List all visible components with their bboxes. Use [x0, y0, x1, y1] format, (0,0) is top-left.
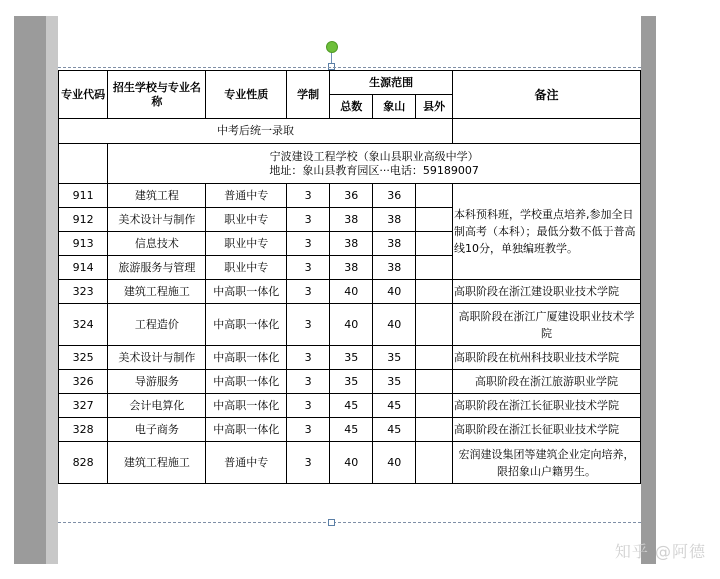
cell-nature: 中高职一体化	[206, 304, 287, 346]
cell-years: 3	[287, 370, 330, 394]
cell-code: 912	[59, 208, 108, 232]
cell-total: 36	[330, 184, 373, 208]
cell-major: 工程造价	[108, 304, 206, 346]
cell-xiangshan: 38	[373, 256, 416, 280]
cell-years: 3	[287, 184, 330, 208]
cell-code: 326	[59, 370, 108, 394]
cell-major: 信息技术	[108, 232, 206, 256]
table-row	[59, 280, 641, 304]
cell-major: 建筑工程施工	[108, 280, 206, 304]
cell-code: 324	[59, 304, 108, 346]
cell-outside	[416, 184, 453, 208]
cell-code: 327	[59, 394, 108, 418]
cell-total: 38	[330, 256, 373, 280]
cell-total: 35	[330, 370, 373, 394]
cell-years: 3	[287, 418, 330, 442]
cell-code: 913	[59, 232, 108, 256]
rotation-handle-icon[interactable]	[326, 41, 338, 53]
header-nature: 专业性质	[206, 71, 287, 119]
cell-xiangshan: 45	[373, 394, 416, 418]
merged-remark: 本科预科班，学校重点培养,参加全日制高考（本科）；最低分数不低于普高线10分，单独编班教学。	[453, 184, 641, 280]
cell-nature: 中高职一体化	[206, 394, 287, 418]
cell-major: 美术设计与制作	[108, 208, 206, 232]
header-years: 学制	[287, 71, 330, 119]
cell-major: 导游服务	[108, 370, 206, 394]
cell-xiangshan: 38	[373, 232, 416, 256]
cell-nature: 职业中专	[206, 208, 287, 232]
cell-nature: 普通中专	[206, 184, 287, 208]
header-remarks: 备注	[453, 71, 641, 119]
cell-nature: 普通中专	[206, 442, 287, 484]
cell-xiangshan: 38	[373, 208, 416, 232]
cell-outside	[416, 304, 453, 346]
header-total: 总数	[330, 95, 373, 119]
cell-remark: 高职阶段在浙江长征职业技术学院	[453, 418, 641, 442]
cell-xiangshan: 40	[373, 442, 416, 484]
page-margin-left	[46, 16, 58, 564]
table-row	[59, 370, 641, 394]
cell-nature: 中高职一体化	[206, 418, 287, 442]
cell-years: 3	[287, 256, 330, 280]
cell-major: 建筑工程	[108, 184, 206, 208]
document-page[interactable]	[58, 16, 641, 564]
cell-outside	[416, 346, 453, 370]
cell-remark: 高职阶段在浙江广厦建设职业技术学院	[453, 304, 641, 346]
header-outside: 县外	[416, 95, 453, 119]
cell-major: 旅游服务与管理	[108, 256, 206, 280]
cell-major: 电子商务	[108, 418, 206, 442]
cell-years: 3	[287, 442, 330, 484]
watermark: 知乎 @阿德	[614, 542, 706, 561]
table-row	[59, 418, 641, 442]
vertical-ruler[interactable]	[14, 16, 46, 564]
cell-xiangshan: 40	[373, 304, 416, 346]
cell-total: 35	[330, 346, 373, 370]
cell-outside	[416, 256, 453, 280]
cell-remark: 高职阶段在浙江长征职业技术学院	[453, 394, 641, 418]
cell-xiangshan: 35	[373, 370, 416, 394]
school-address: 地址：象山县教育园区···电话：59189007	[269, 163, 479, 177]
cell-total: 45	[330, 418, 373, 442]
table-row	[59, 184, 641, 208]
school-name: 宁波建设工程学校（象山县职业高级中学）	[269, 149, 479, 163]
cell-code: 325	[59, 346, 108, 370]
cell-years: 3	[287, 208, 330, 232]
table-row	[59, 394, 641, 418]
cell-total: 40	[330, 304, 373, 346]
cell-code: 328	[59, 418, 108, 442]
cell-outside	[416, 232, 453, 256]
table-row	[59, 442, 641, 484]
table-row	[59, 346, 641, 370]
table-row	[59, 304, 641, 346]
vertical-scrollbar[interactable]	[641, 16, 656, 564]
cell-outside	[416, 280, 453, 304]
cell-years: 3	[287, 346, 330, 370]
cell-years: 3	[287, 304, 330, 346]
cell-outside	[416, 418, 453, 442]
enrollment-table[interactable]	[58, 70, 641, 484]
cell-nature: 职业中专	[206, 256, 287, 280]
cell-years: 3	[287, 394, 330, 418]
cell-years: 3	[287, 232, 330, 256]
cell-code: 828	[59, 442, 108, 484]
cell-total: 38	[330, 208, 373, 232]
cell-code: 323	[59, 280, 108, 304]
cell-outside	[416, 394, 453, 418]
cell-xiangshan: 40	[373, 280, 416, 304]
cell-nature: 中高职一体化	[206, 280, 287, 304]
cell-remark: 宏润建设集团等建筑企业定向培养，限招象山户籍男生。	[453, 442, 641, 484]
school-code-empty	[59, 144, 108, 184]
cell-xiangshan: 36	[373, 184, 416, 208]
cell-outside	[416, 442, 453, 484]
cell-remark: 高职阶段在浙江建设职业技术学院	[453, 280, 641, 304]
header-school-major: 招生学校与专业名称	[108, 71, 206, 119]
cell-nature: 职业中专	[206, 232, 287, 256]
text-box-border-top	[58, 67, 641, 68]
cell-nature: 中高职一体化	[206, 370, 287, 394]
cell-total: 40	[330, 280, 373, 304]
text-box-border-bottom	[58, 522, 641, 523]
cell-xiangshan: 45	[373, 418, 416, 442]
cell-code: 911	[59, 184, 108, 208]
header-xiangshan: 象山	[373, 95, 416, 119]
cell-major: 建筑工程施工	[108, 442, 206, 484]
cell-remark: 高职阶段在浙江旅游职业学院	[453, 370, 641, 394]
cell-outside	[416, 370, 453, 394]
cell-major: 会计电算化	[108, 394, 206, 418]
resize-handle-bottom[interactable]	[328, 519, 335, 526]
section-title: 中考后统一录取	[59, 119, 453, 144]
cell-code: 914	[59, 256, 108, 280]
cell-outside	[416, 208, 453, 232]
header-code: 专业代码	[59, 71, 108, 119]
cell-nature: 中高职一体化	[206, 346, 287, 370]
cell-remark: 高职阶段在杭州科技职业技术学院	[453, 346, 641, 370]
cell-total: 38	[330, 232, 373, 256]
header-scope: 生源范围	[330, 71, 453, 95]
cell-total: 45	[330, 394, 373, 418]
section-remark-empty	[453, 119, 641, 144]
cell-xiangshan: 35	[373, 346, 416, 370]
cell-major: 美术设计与制作	[108, 346, 206, 370]
cell-years: 3	[287, 280, 330, 304]
cell-total: 40	[330, 442, 373, 484]
school-info	[108, 144, 641, 184]
